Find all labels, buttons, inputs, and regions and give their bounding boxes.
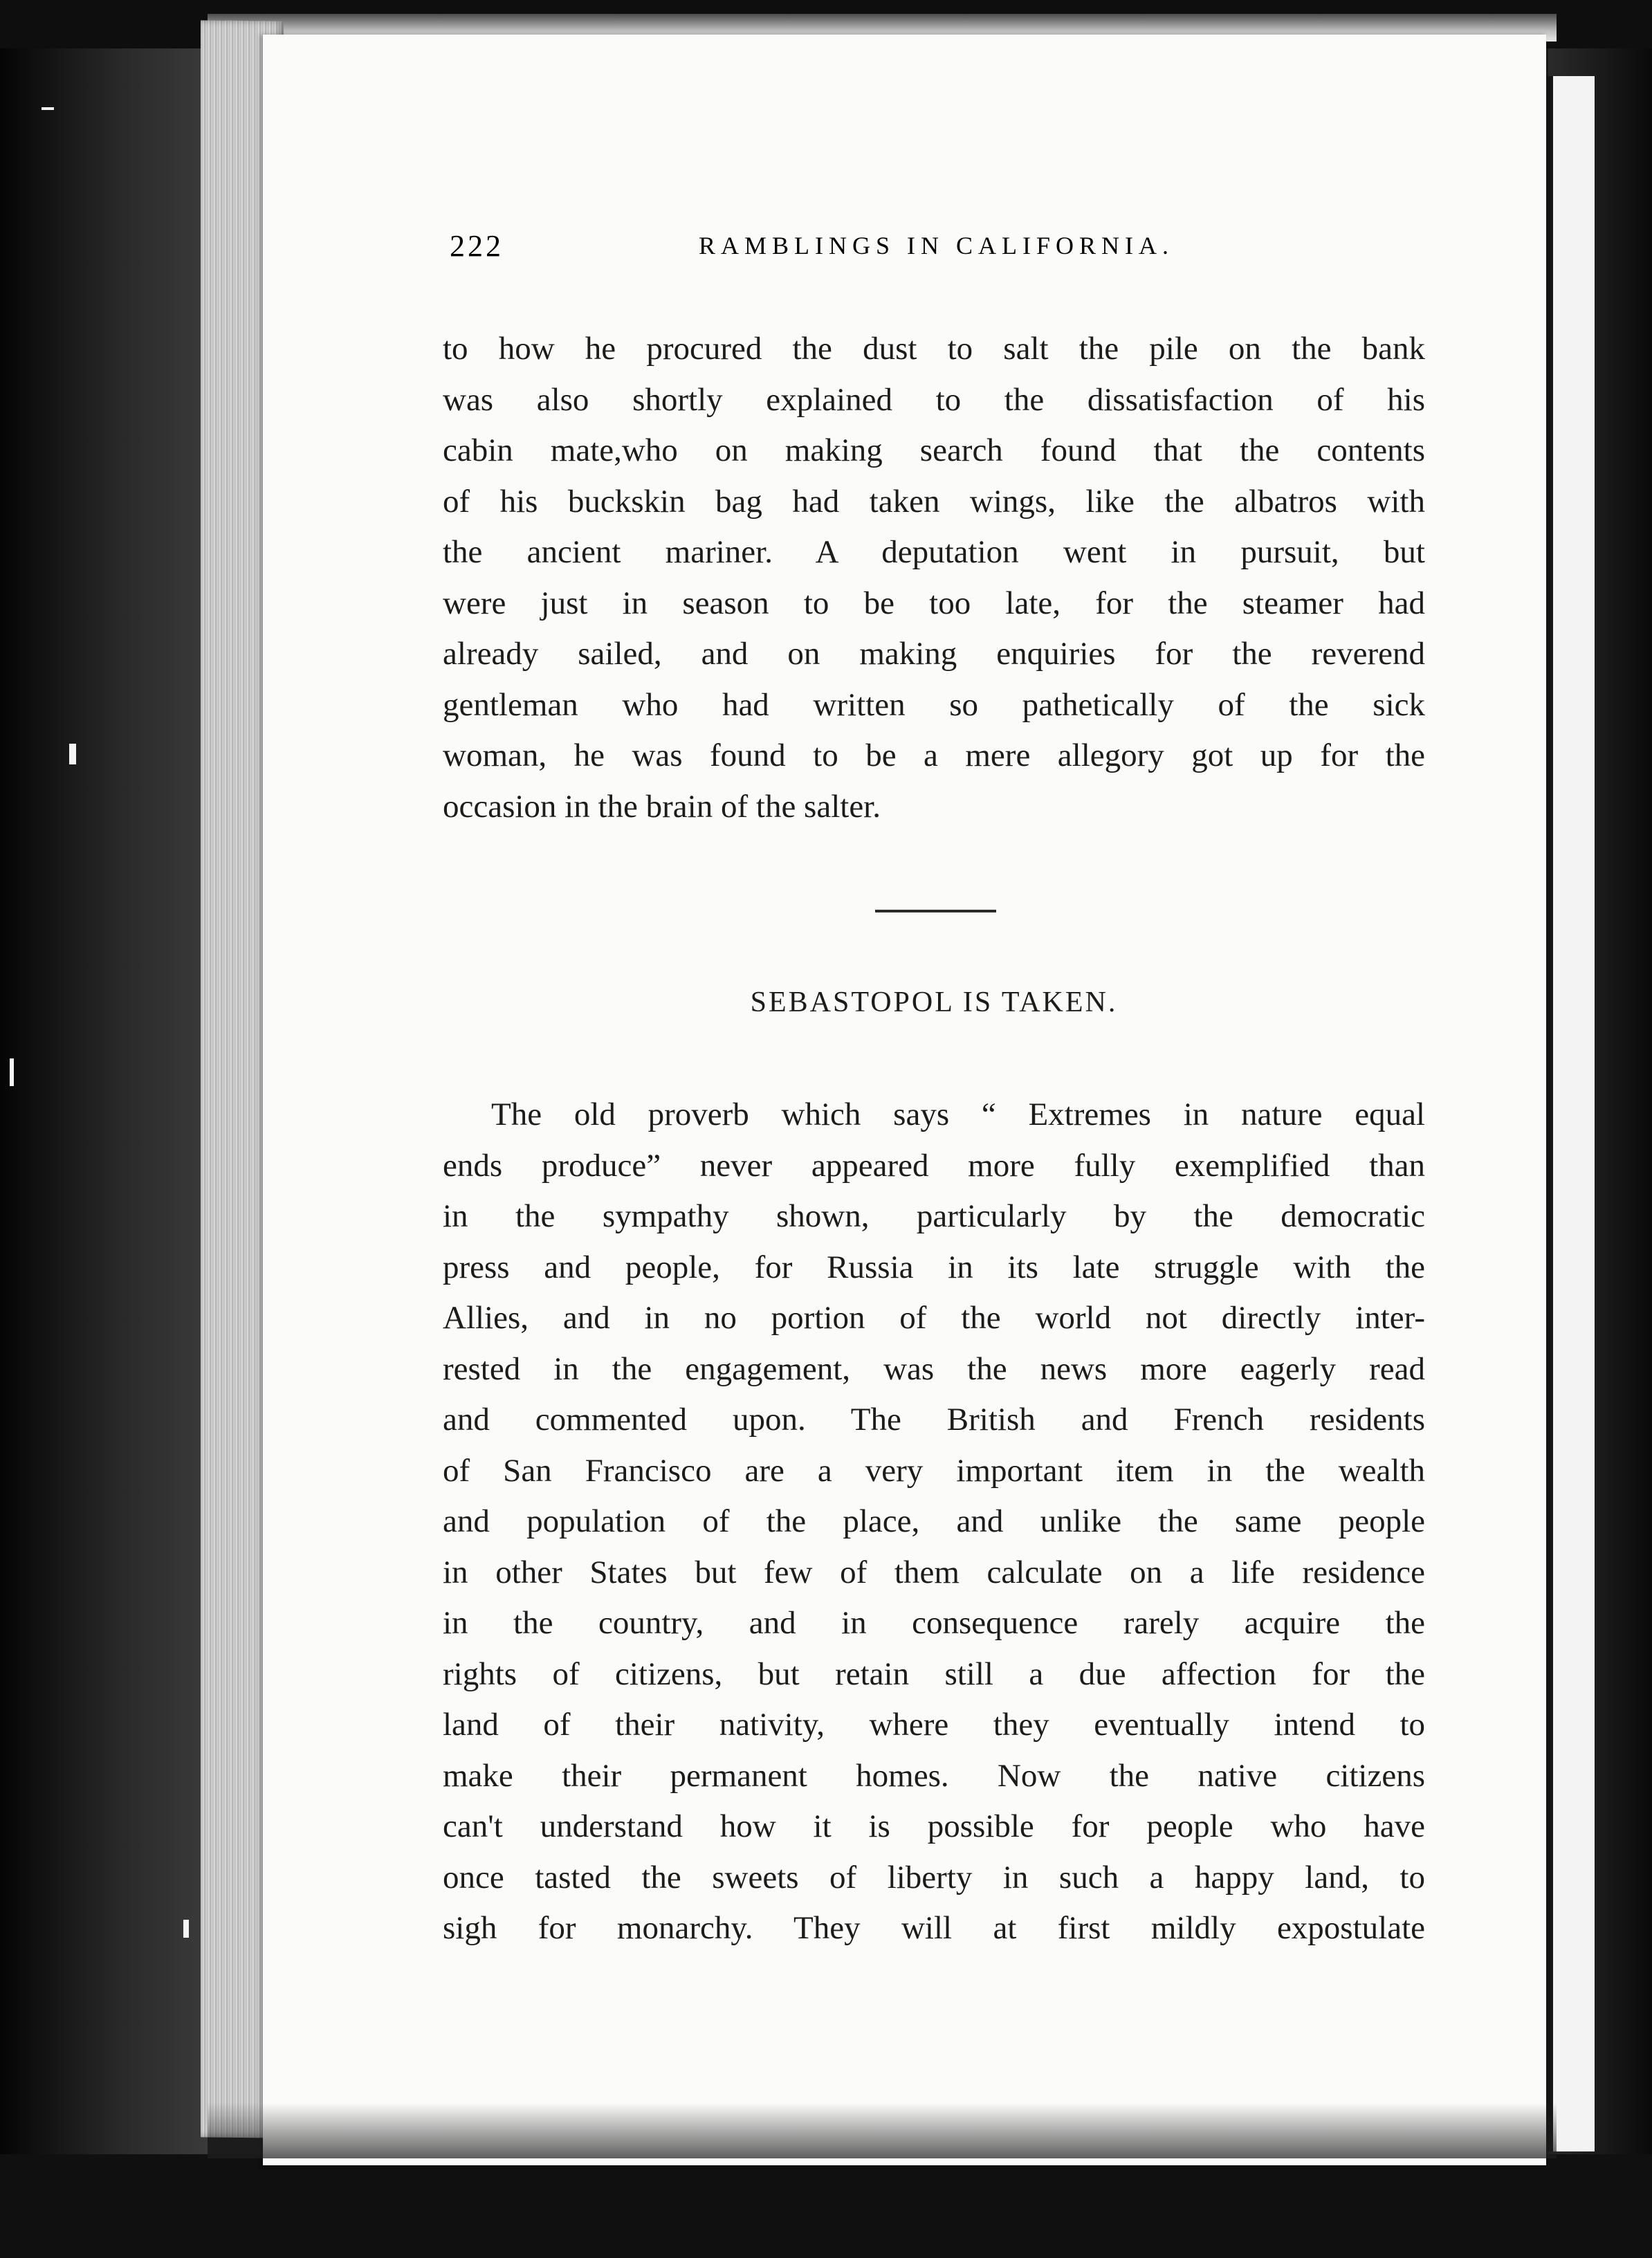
margin-mark (183, 1920, 189, 1938)
text-line: in the country, and in consequence rarely acquire the (443, 1605, 1425, 1641)
text-line: once tasted the sweets of liberty in such a happy land, to (443, 1859, 1425, 1896)
continuation-paragraph (443, 324, 1425, 832)
page-bottom-shadow (208, 2103, 1557, 2158)
section-heading: SEBASTOPOL IS TAKEN. (750, 986, 1118, 1018)
text-line: land of their nativity, where they eventually intend to (443, 1707, 1425, 1743)
text-line: make their permanent homes. Now the native citizens (443, 1757, 1425, 1794)
text-line: woman, he was found to be a mere allegory got up for the (443, 737, 1425, 773)
margin-mark (10, 1058, 14, 1086)
text-line: Allies, and in no portion of the world not directly inter- (443, 1300, 1425, 1336)
text-line: of his buckskin bag had taken wings, like the albatros with (443, 483, 1425, 520)
running-head (450, 228, 1425, 270)
section-divider-rule (875, 910, 996, 912)
text-line: occasion in the brain of the salter. (443, 788, 881, 825)
text-line: The old proverb which says “ Extremes in nature equal (491, 1096, 1425, 1132)
text-line: to how he procured the dust to salt the pile on the bank (443, 331, 1425, 367)
running-title: RAMBLINGS IN CALIFORNIA. (699, 232, 1175, 259)
text-line: cabin mate,who on making search found that the contents (443, 432, 1425, 468)
text-line: and commented upon. The British and French residents (443, 1402, 1425, 1438)
text-line: the ancient mariner. A deputation went in pursuit, but (443, 534, 1425, 570)
facing-page-edge (1546, 76, 1595, 2151)
section-body (443, 1090, 1425, 1954)
text-line: sigh for monarchy. They will at first mildly expostulate (443, 1910, 1425, 1946)
text-line: in other States but few of them calculate on a life residence (443, 1554, 1425, 1590)
text-line: in the sympathy shown, particularly by the democratic (443, 1198, 1425, 1234)
scan-background-bottom (0, 2154, 1652, 2258)
text-line: already sailed, and on making enquiries for the reverend (443, 636, 1425, 672)
text-line: and population of the place, and unlike the same people (443, 1503, 1425, 1539)
margin-mark (42, 107, 54, 110)
text-line: press and people, for Russia in its late struggle with the (443, 1249, 1425, 1285)
text-line: was also shortly explained to the dissatisfaction of his (443, 381, 1425, 418)
text-line: rights of citizens, but retain still a due affection for the (443, 1655, 1425, 1692)
text-line: rested in the engagement, was the news more eagerly read (443, 1350, 1425, 1387)
text-line: of San Francisco are a very important item in the wealth (443, 1452, 1425, 1489)
text-line: ends produce” never appeared more fully exemplified than (443, 1147, 1425, 1184)
text-line: gentleman who had written so pathetically of the sick (443, 686, 1425, 723)
page-number: 222 (450, 229, 504, 263)
scan-background-left (0, 0, 208, 2258)
margin-mark (69, 744, 76, 764)
text-line: were just in season to be too late, for the steamer had (443, 585, 1425, 621)
text-line: can't understand how it is possible for people who have (443, 1808, 1425, 1844)
